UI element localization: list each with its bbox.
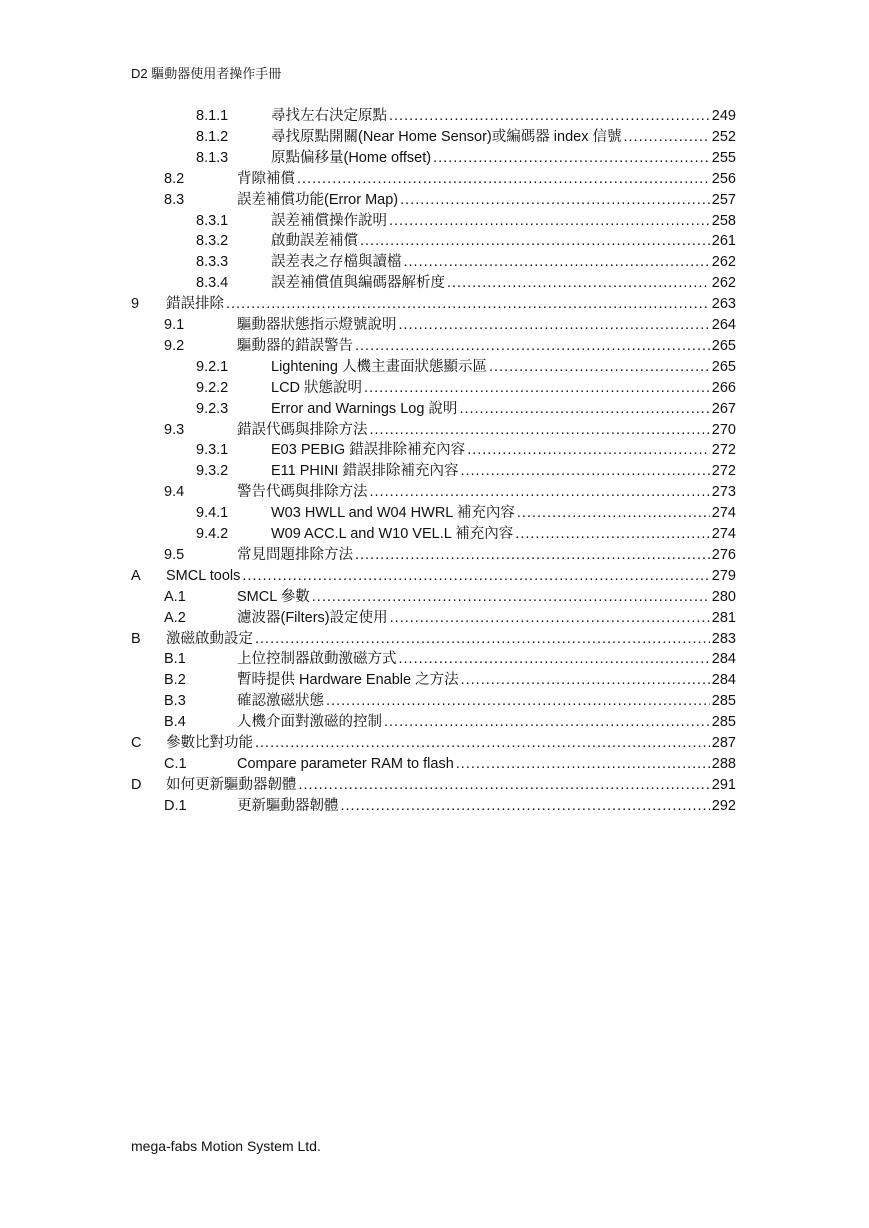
toc-entry-number: 9.2 xyxy=(164,337,185,354)
toc-dot-leader xyxy=(399,315,710,335)
toc-entry-title: 誤差補償值與編碼器解析度 xyxy=(271,275,445,292)
toc-entry[interactable] xyxy=(164,545,736,565)
toc-entry-page: 249 xyxy=(711,108,736,124)
toc-entry[interactable] xyxy=(131,733,736,753)
toc-entry[interactable] xyxy=(196,461,736,481)
toc-entry-page: 264 xyxy=(711,317,736,333)
toc-entry-number: 9.5 xyxy=(164,546,185,563)
toc-entry-title: 上位控制器啟動激磁方式 xyxy=(237,651,397,668)
toc-entry-title: Lightening 人機主畫面狀態顯示區 xyxy=(271,358,487,375)
toc-entry-title: 誤差表之存檔與讀檔 xyxy=(271,254,402,271)
toc-entry-number: 8.1.2 xyxy=(196,128,229,145)
toc-entry-number: B.3 xyxy=(164,693,186,710)
toc-entry-title: 常見問題排除方法 xyxy=(237,546,353,563)
toc-entry-number: 9.3.1 xyxy=(196,442,229,459)
toc-entry-title: SMCL 參數 xyxy=(237,588,310,605)
page-header: D2 驅動器使用者操作手冊 xyxy=(131,66,282,81)
toc-entry-title: 尋找原點開關(Near Home Sensor)或編碼器 index 信號 xyxy=(271,128,622,145)
toc-dot-leader xyxy=(515,524,710,544)
toc-dot-leader xyxy=(341,796,710,816)
toc-entry-number: D xyxy=(131,776,142,793)
toc-entry-page: 255 xyxy=(711,149,736,166)
toc-entry[interactable] xyxy=(164,420,736,440)
toc-entry-title: W09 ACC.L and W10 VEL.L 補充內容 xyxy=(271,526,514,542)
toc-entry-page: 280 xyxy=(711,588,736,605)
toc-dot-leader xyxy=(389,106,710,126)
toc-dot-leader xyxy=(467,440,710,460)
toc-entry-title: 確認激磁狀態 xyxy=(237,693,324,710)
toc-entry[interactable] xyxy=(196,106,736,126)
toc-entry[interactable] xyxy=(164,691,736,711)
toc-dot-leader xyxy=(355,336,710,356)
toc-entry[interactable] xyxy=(131,775,736,795)
toc-entry-title: 暫時提供 Hardware Enable 之方法 xyxy=(237,672,459,689)
toc-entry-title: 驅動器的錯誤警告 xyxy=(237,337,353,354)
toc-entry[interactable] xyxy=(196,503,736,523)
toc-dot-leader xyxy=(242,566,709,586)
toc-dot-leader xyxy=(459,399,709,419)
toc-entry-title: 錯誤排除 xyxy=(166,296,224,313)
toc-entry-number: B.4 xyxy=(164,714,186,731)
toc-entry-title: 警告代碼與排除方法 xyxy=(237,484,368,501)
toc-entry-title: 更新驅動器韌體 xyxy=(237,797,339,814)
toc-entry[interactable] xyxy=(196,357,736,377)
toc-entry[interactable] xyxy=(164,649,736,669)
toc-entry[interactable] xyxy=(164,315,736,335)
toc-entry-page: 288 xyxy=(711,755,736,772)
toc-entry-number: 9.3.2 xyxy=(196,463,229,480)
toc-entry-title: Compare parameter RAM to flash xyxy=(237,755,454,772)
toc-entry-number: C.1 xyxy=(164,755,187,772)
toc-entry-page: 276 xyxy=(711,546,736,563)
toc-entry[interactable] xyxy=(196,127,736,147)
toc-entry-title: SMCL tools xyxy=(166,567,241,584)
toc-entry-number: B.1 xyxy=(164,651,186,668)
toc-entry-page: 274 xyxy=(711,505,736,522)
toc-entry-number: 8.1.1 xyxy=(196,108,229,124)
toc-entry[interactable] xyxy=(196,273,736,293)
toc-entry-number: 9.4.2 xyxy=(196,526,229,542)
toc-entry-number: A.2 xyxy=(164,609,186,626)
toc-entry-number: 9.1 xyxy=(164,317,185,333)
toc-entry-title: 如何更新驅動器韌體 xyxy=(166,776,297,793)
toc-dot-leader xyxy=(355,545,710,565)
toc-entry[interactable] xyxy=(131,566,736,586)
toc-entry[interactable] xyxy=(131,294,736,314)
toc-entry-number: 9.4 xyxy=(164,484,185,501)
toc-entry-title: 誤差補償功能(Error Map) xyxy=(237,191,399,208)
toc-entry-page: 291 xyxy=(711,776,736,793)
toc-dot-leader xyxy=(433,148,710,168)
toc-dot-leader xyxy=(456,754,710,774)
toc-entry-page: 283 xyxy=(711,630,736,647)
toc-entry[interactable] xyxy=(196,148,736,168)
page-footer: mega-fabs Motion System Ltd. xyxy=(131,1138,321,1154)
toc-entry-page: 252 xyxy=(711,128,736,145)
toc-entry[interactable] xyxy=(164,190,736,210)
toc-entry-title: 誤差補償操作說明 xyxy=(271,212,387,229)
toc-entry-page: 265 xyxy=(711,358,736,375)
toc-entry[interactable] xyxy=(164,796,736,816)
toc-entry[interactable] xyxy=(196,231,736,251)
toc-entry-number: 8.3.3 xyxy=(196,254,229,271)
toc-entry-number: 8.3.1 xyxy=(196,212,229,229)
toc-entry-title: E11 PHINI 錯誤排除補充內容 xyxy=(271,463,459,480)
toc-dot-leader xyxy=(226,294,710,314)
toc-entry-number: A.1 xyxy=(164,588,186,605)
toc-entry[interactable] xyxy=(196,211,736,231)
toc-entry-page: 272 xyxy=(711,442,736,459)
toc-entry[interactable] xyxy=(164,670,736,690)
toc-entry-title: 啟動誤差補償 xyxy=(271,233,358,250)
toc-entry-title: 錯誤代碼與排除方法 xyxy=(237,421,368,438)
toc-entry-number: 8.2 xyxy=(164,170,185,187)
toc-entry-number: B.2 xyxy=(164,672,186,689)
toc-entry-title: 原點偏移量(Home offset) xyxy=(271,149,432,166)
toc-entry-page: 284 xyxy=(711,651,736,668)
toc-dot-leader xyxy=(297,169,710,189)
toc-dot-leader xyxy=(390,608,710,628)
toc-entry[interactable] xyxy=(196,440,736,460)
toc-entry-title: W03 HWLL and W04 HWRL 補充內容 xyxy=(271,505,515,522)
toc-dot-leader xyxy=(312,587,710,607)
toc-entry-title: 尋找左右決定原點 xyxy=(271,108,387,124)
toc-dot-leader xyxy=(447,273,710,293)
toc-dot-leader xyxy=(623,127,709,147)
toc-entry-page: 285 xyxy=(711,693,736,710)
toc-entry-page: 256 xyxy=(711,170,736,187)
toc-entry-page: 273 xyxy=(711,484,736,501)
toc-entry-title: LCD 狀態說明 xyxy=(271,379,363,396)
toc-entry-page: 272 xyxy=(711,463,736,480)
toc-dot-leader xyxy=(384,712,710,732)
toc-entry-page: 257 xyxy=(711,191,736,208)
toc-dot-leader xyxy=(360,231,710,251)
toc-entry-page: 279 xyxy=(711,567,736,584)
toc-dot-leader xyxy=(399,649,710,669)
toc-entry[interactable] xyxy=(196,378,736,398)
toc-entry-title: 人機介面對激磁的控制 xyxy=(237,714,382,731)
toc-entry-page: 262 xyxy=(711,254,736,271)
toc-entry-number: 9.3 xyxy=(164,421,185,438)
toc-entry-title: 濾波器(Filters)設定使用 xyxy=(237,609,388,626)
toc-entry-page: 284 xyxy=(711,672,736,689)
toc-entry-number: 9.4.1 xyxy=(196,505,229,522)
toc-entry[interactable] xyxy=(164,169,736,189)
toc-dot-leader xyxy=(404,252,710,272)
toc-dot-leader xyxy=(326,691,710,711)
toc-entry-title: 激磁啟動設定 xyxy=(166,630,253,647)
toc-entry-number: B xyxy=(131,630,141,647)
toc-entry-number: 8.3 xyxy=(164,191,185,208)
toc-dot-leader xyxy=(460,461,709,481)
toc-entry[interactable] xyxy=(164,754,736,774)
toc-entry[interactable] xyxy=(196,252,736,272)
toc-entry-number: 8.3.2 xyxy=(196,233,229,250)
toc-entry-number: 8.1.3 xyxy=(196,149,229,166)
toc-entry-page: 281 xyxy=(711,609,736,626)
toc-entry-page: 267 xyxy=(711,400,736,417)
toc-entry-page: 265 xyxy=(711,337,736,354)
toc-entry-number: D.1 xyxy=(164,797,187,814)
toc-entry-title: 背隙補償 xyxy=(237,170,295,187)
toc-dot-leader xyxy=(400,190,710,210)
toc-entry-number: 9.2.2 xyxy=(196,379,229,396)
toc-entry-title: 驅動器狀態指示燈號說明 xyxy=(237,317,397,333)
toc-dot-leader xyxy=(255,629,710,649)
toc-dot-leader xyxy=(370,482,710,502)
toc-entry[interactable] xyxy=(164,608,736,628)
toc-entry-page: 287 xyxy=(711,735,736,751)
toc-entry-number: 9.2.1 xyxy=(196,358,229,375)
toc-entry-page: 261 xyxy=(711,233,736,250)
toc-dot-leader xyxy=(364,378,710,398)
toc-entry-page: 262 xyxy=(711,275,736,292)
toc-entry-number: 8.3.4 xyxy=(196,275,229,292)
toc-dot-leader xyxy=(461,670,710,690)
toc-entry-title: Error and Warnings Log 說明 xyxy=(271,400,458,417)
toc-entry-page: 274 xyxy=(711,526,736,542)
toc-dot-leader xyxy=(370,420,710,440)
toc-entry[interactable] xyxy=(164,587,736,607)
toc-dot-leader xyxy=(389,211,710,231)
toc-entry[interactable] xyxy=(196,524,736,544)
toc-entry-number: A xyxy=(131,567,141,584)
toc-entry-page: 266 xyxy=(711,379,736,396)
toc-entry-number: 9.2.3 xyxy=(196,400,229,417)
toc-dot-leader xyxy=(299,775,710,795)
toc-entry[interactable] xyxy=(196,399,736,419)
toc-dot-leader xyxy=(517,503,710,523)
toc-entry-title: 參數比對功能 xyxy=(166,735,253,751)
toc-entry[interactable] xyxy=(164,712,736,732)
toc-entry-page: 270 xyxy=(711,421,736,438)
toc-entry-page: 292 xyxy=(711,797,736,814)
toc-entry-title: E03 PEBIG 錯誤排除補充內容 xyxy=(271,442,466,459)
toc-entry-number: C xyxy=(131,735,142,751)
toc-entry-page: 285 xyxy=(711,714,736,731)
toc-entry[interactable] xyxy=(164,336,736,356)
toc-entry-page: 258 xyxy=(711,212,736,229)
toc-entry[interactable] xyxy=(131,629,736,649)
toc-dot-leader xyxy=(255,733,710,753)
toc-entry[interactable] xyxy=(164,482,736,502)
toc-entry-page: 263 xyxy=(711,296,736,313)
toc-entry-number: 9 xyxy=(131,296,140,313)
toc-dot-leader xyxy=(489,357,710,377)
